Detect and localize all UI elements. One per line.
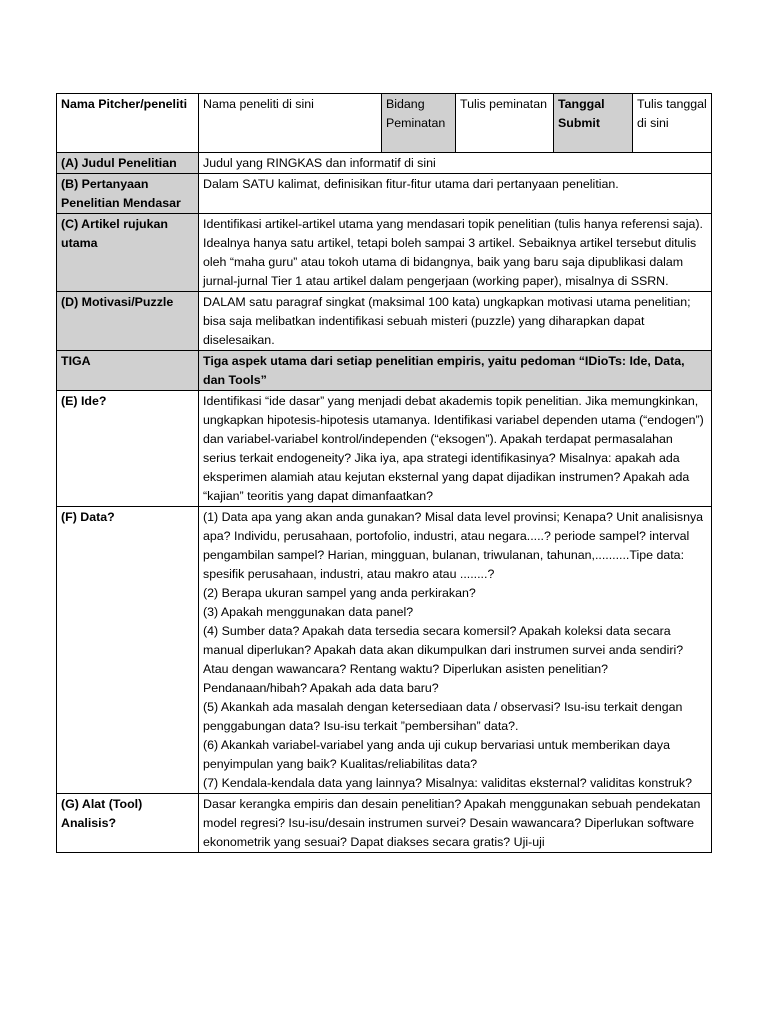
data-question-4: (4) Sumber data? Apakah data tersedia secara komersil? Apakah koleksi data secara manual diperlukan? Apakah data akan dikumpulkan dari instrumen survei anda sendiri? Atau dengan wawancara? Rentang waktu? Diperlukan asisten penelitian? Pendanaan/hibah? Apakah ada data baru?: [203, 624, 684, 695]
row-b: [57, 174, 712, 214]
row-b-label: (B) Pertanyaan Penelitian Mendasar: [57, 174, 199, 214]
row-f-text: [199, 507, 712, 794]
row-g-text: Dasar kerangka empiris dan desain penelitian? Apakah menggunakan sebuah pendekatan model regresi? Isu-isu/desain instrumen survei? Desain wawancara? Diperlukan software ekonometrik yang sesuai? Dapat diakses secara gratis? Uji-uji: [199, 794, 712, 853]
row-g: [57, 794, 712, 853]
field-label: Bidang Peminatan: [382, 94, 456, 153]
row-d: [57, 292, 712, 351]
data-question-3: (3) Apakah menggunakan data panel?: [203, 605, 414, 619]
date-value: Tulis tanggal di sini: [633, 94, 712, 153]
field-value: Tulis peminatan: [456, 94, 554, 153]
data-question-1: (1) Data apa yang akan anda gunakan? Misal data level provinsi; Kenapa? Unit analisisnya apa? Individu, perusahaan, portofolio, industri, atau negara.....? periode sampel? interval pengambilan sampel? Harian, mingguan, bulanan, triwulanan, tahunan,..........Tipe data: spesifik perusahaan, industri, atau makro atau ........?: [203, 510, 704, 581]
row-tiga-text: Tiga aspek utama dari setiap penelitian empiris, yaitu pedoman “IDioTs: Ide, Data, dan Tools”: [199, 351, 712, 391]
row-d-text: DALAM satu paragraf singkat (maksimal 100 kata) ungkapkan motivasi utama penelitian; bisa saja melibatkan indentifikasi sebuah misteri (puzzle) yang diharapkan dapat diselesaikan.: [199, 292, 712, 351]
research-pitch-table: [56, 93, 712, 853]
row-tiga: [57, 351, 712, 391]
date-label: Tanggal Submit: [554, 94, 633, 153]
row-e: [57, 391, 712, 507]
row-g-label: (G) Alat (Tool) Analisis?: [57, 794, 199, 853]
row-e-label: (E) Ide?: [57, 391, 199, 507]
row-a-label: (A) Judul Penelitian: [57, 153, 199, 174]
header-row: [57, 94, 712, 153]
data-question-6: (6) Akankah variabel-variabel yang anda uji cukup bervariasi untuk memberikan daya penyimpulan yang baik? Kualitas/reliabilitas data?: [203, 738, 670, 771]
row-b-text: Dalam SATU kalimat, definisikan fitur-fitur utama dari pertanyaan penelitian.: [199, 174, 712, 214]
row-e-text: Identifikasi “ide dasar” yang menjadi debat akademis topik penelitian. Jika memungkinkan, ungkapkan hipotesis-hipotesis utamanya. Identifikasi variabel dependen utama (“endogen”) dan variabel-variabel kontrol/independen (“eksogen”). Apakah terdapat permasalahan serius terkait endogeneity? Jika iya, apa strategi identifikasinya? Misalnya: apakah ada eksperimen alamiah atau kejutan eksternal yang dapat dijadikan instrumen? Apakah ada “kajian” teoritis yang dapat dimanfaatkan?: [199, 391, 712, 507]
row-c-text: Identifikasi artikel-artikel utama yang mendasari topik penelitian (tulis hanya referensi saja). Idealnya hanya satu artikel, tetapi boleh sampai 3 artikel. Sebaiknya artikel tersebut ditulis oleh “maha guru” atau tokoh utama di bidangnya, baik yang baru saja dipublikasi dalam jurnal-jurnal Tier 1 atau artikel dalam pengerjaan (working paper), misalnya di SSRN.: [199, 214, 712, 292]
row-c-label: (C) Artikel rujukan utama: [57, 214, 199, 292]
row-a-text: Judul yang RINGKAS dan informatif di sini: [199, 153, 712, 174]
pitcher-label: Nama Pitcher/peneliti: [57, 94, 199, 153]
data-question-2: (2) Berapa ukuran sampel yang anda perkirakan?: [203, 586, 476, 600]
data-question-7: (7) Kendala-kendala data yang lainnya? Misalnya: validitas eksternal? validitas konstruk?: [203, 776, 693, 790]
row-f: [57, 507, 712, 794]
row-tiga-label: TIGA: [57, 351, 199, 391]
data-question-5: (5) Akankah ada masalah dengan ketersediaan data / observasi? Isu-isu terkait dengan penggabungan data? Isu-isu terkait ”pembersihan” data?.: [203, 700, 683, 733]
pitcher-value: Nama peneliti di sini: [199, 94, 382, 153]
row-d-label: (D) Motivasi/Puzzle: [57, 292, 199, 351]
row-a: [57, 153, 712, 174]
row-c: [57, 214, 712, 292]
row-f-label: (F) Data?: [57, 507, 199, 794]
